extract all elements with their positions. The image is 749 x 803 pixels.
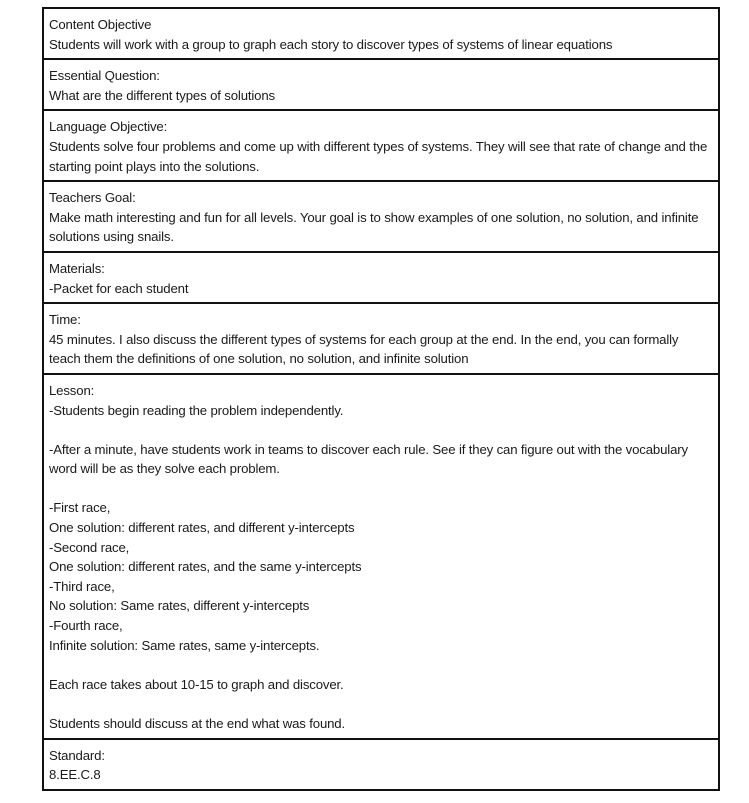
section-body: Students solve four problems and come up with different types of systems. They will see that rate of change and the starting point plays into the solutions. — [49, 138, 711, 174]
materials-section — [44, 251, 718, 302]
lesson-line: -Third race, — [49, 578, 115, 594]
section-body: Make math interesting and fun for all levels. Your goal is to show examples of one solution, no solution, and infinite solutions using snails. — [49, 209, 702, 245]
lesson-line: Each race takes about 10-15 to graph and discover. — [49, 676, 344, 692]
lesson-line — [49, 479, 713, 499]
lesson-line: -After a minute, have students work in teams to discover each rule. See if they can figure out with the vocabulary word will be as they solve each problem. — [49, 441, 692, 477]
lesson-line: -Students begin reading the problem independently. — [49, 402, 344, 418]
section-heading: Lesson: — [49, 382, 95, 398]
essential-question-section — [44, 58, 718, 109]
time-section — [44, 302, 718, 373]
section-heading: Content Objective — [49, 17, 152, 32]
lesson-line: Students should discuss at the end what was found. — [49, 716, 346, 731]
lesson-section — [44, 373, 718, 738]
section-body: What are the different types of solutions — [49, 87, 275, 103]
section-body: -Packet for each student — [49, 280, 189, 296]
lesson-line: -Second race, — [49, 539, 130, 555]
section-heading: Materials: — [49, 260, 105, 276]
lesson-line — [49, 420, 713, 440]
lesson-line — [49, 655, 713, 675]
lesson-line: No solution: Same rates, different y-intercepts — [49, 598, 310, 614]
lesson-line: -First race, — [49, 500, 111, 516]
lesson-line — [49, 694, 713, 714]
section-heading: Teachers Goal: — [49, 190, 136, 206]
section-heading: Language Objective: — [49, 119, 168, 135]
section-heading: Time: — [49, 312, 81, 328]
lesson-line: One solution: different rates, and the same y-intercepts — [49, 559, 362, 575]
language-objective-section — [44, 109, 718, 180]
content-objective-section — [44, 9, 718, 58]
section-heading: Standard: — [49, 747, 105, 763]
lesson-steps — [49, 401, 713, 734]
standard-section — [44, 738, 718, 789]
lesson-line: Infinite solution: Same rates, same y-intercepts. — [49, 637, 320, 653]
lesson-line: -Fourth race, — [49, 618, 123, 634]
section-body: 45 minutes. I also discuss the different types of systems for each group at the end. In the end, you can formally teach them the definitions of one solution, no solution, and infinite solution — [49, 331, 682, 367]
lesson-plan-table — [42, 7, 720, 791]
section-body: 8.EE.C.8 — [49, 767, 101, 783]
section-heading: Essential Question: — [49, 68, 160, 84]
lesson-line: One solution: different rates, and different y-intercepts — [49, 520, 355, 536]
teachers-goal-section — [44, 180, 718, 251]
section-body: Students will work with a group to graph each story to discover types of systems of linear equations — [49, 36, 613, 52]
